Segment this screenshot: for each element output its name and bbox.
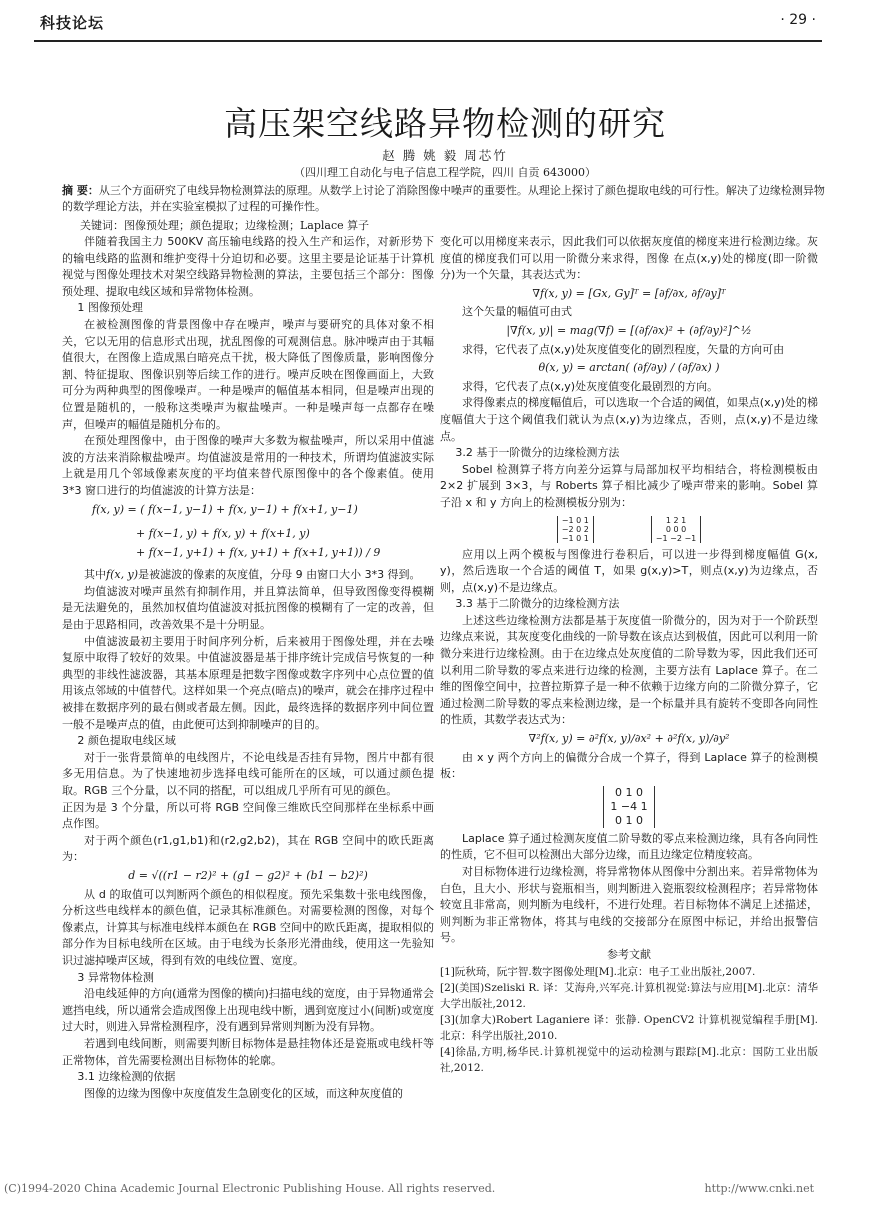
abstract-text: 从三个方面研究了电线异物检测算法的原理。从数学上讨论了消除图像中噪声的重要性。从理论上探讨了颜色提取电线的可行性。解决了边缘检测异物的数学理论方法，并在实验室模拟了过程的可操作性。 bbox=[62, 184, 825, 213]
paragraph: 在被检测图像的背景图像中存在噪声，噪声与要研究的具体对象不相关，它以无用的信息形式出现，扰乱图像的可观测信息。脉冲噪声由于其幅值很大，在图像上造成黑白暗亮点干扰，极大降低了图像质量，影响图像分割、特征提取、图像识别等后续工作的进行。噪声反映在图像画面上，大致可分为两种典型的图像噪声。一种是噪声的幅值基本相同，但是噪声出现的位置是随机的，一般称这类噪声为椒盐噪声。一种是噪声每一点都存在噪声，但噪声的幅值是随机分布的。 bbox=[62, 317, 434, 431]
abstract-label: 摘 要： bbox=[62, 184, 99, 197]
affiliation: （四川理工自动化与电子信息工程学院，四川 自贡 643000） bbox=[294, 166, 596, 179]
paragraph: 对于一张背景简单的电线图片，不论电线是否挂有异物，图片中都有很多无用信息。为了快速地初步选择电线可能所在的区域，可以通过颜色提取。RGB 三个分量，以不同的搭配，可以组成几乎所有可见的颜色。 bbox=[62, 750, 434, 797]
references-title: 参考文献 bbox=[607, 947, 651, 961]
equation-mean-filter-3: + f(x−1, y+1) + f(x, y+1) + f(x+1, y+1)) / 9 bbox=[136, 545, 381, 559]
equation-gradient: ∇f(x, y) = [Gx, Gy]ᵀ = [∂f/∂x, ∂f/∂y]ᵀ bbox=[532, 286, 726, 300]
paragraph: 伴随着我国主力 500KV 高压输电线路的投入生产和运作，对新形势下的输电线路的监测和维护变得十分迫切和必要。这里主要是论证基于计算机视觉与图像处理技术对架空线路异物检测的算法，主要包括三个部分：图像预处理、提取电线区域和异常物体检测。 bbox=[62, 235, 434, 298]
equation-euclidean-distance: d = √((r1 − r2)² + (g1 − g2)² + (b1 − b2)²) bbox=[128, 868, 368, 882]
matrix-row: 1 2 1 bbox=[665, 515, 687, 525]
header-rule bbox=[34, 40, 822, 42]
equation-mean-filter-1: f(x, y) = ( f(x−1, y−1) + f(x, y−1) + f(x+1, y−1) bbox=[92, 502, 358, 516]
paragraph: 由 x y 两个方向上的偏微分合成一个算子，得到 Laplace 算子的检测模板： bbox=[440, 750, 818, 781]
section-heading: 3 异常物体检测 bbox=[77, 970, 154, 984]
paragraph: 图像的边缘为图像中灰度值发生急剧变化的区域，而这种灰度值的 bbox=[84, 1086, 403, 1100]
reference-item: [4]徐晶,方明,杨华民.计算机视觉中的运动检测与跟踪[M].北京：国防工业出版社,2012. bbox=[440, 1045, 818, 1074]
paragraph: 从 d 的取值可以判断两个颜色的相似程度。预先采集数十张电线图像，分析这些电线样本的颜色值，记录其标准颜色。对需要检测的图像，对每个像素点，计算其与标准电线样本颜色在 RGB 空间中的欧氏距离，提取相似的部分作为目标电线所在区域。由于电线为长条形光滑曲线，使用这一先验知识过滤掉噪声区域，得到有效的电线位置、宽度。 bbox=[62, 887, 434, 967]
matrix-row: −1 0 1 bbox=[561, 515, 589, 525]
equation-laplacian: ∇²f(x, y) = ∂²f(x, y)/∂x² + ∂²f(x, y)/∂y² bbox=[528, 732, 730, 746]
matrix-row: 1 −4 1 bbox=[610, 799, 648, 813]
paragraph: 求得，它代表了点(x,y)处灰度值变化最剧烈的方向。 bbox=[462, 379, 719, 393]
paragraph: 这个矢量的幅值可由式 bbox=[462, 305, 572, 319]
paragraph: Sobel 检测算子将方向差分运算与局部加权平均相结合，将检测模板由 2×2 扩展到 3×3，与 Roberts 算子相比减少了噪声带来的影响。Sobel 算子沿 x 和 y 方向上的检测模板分别为： bbox=[440, 462, 818, 509]
section-heading: 3.1 边缘检测的依据 bbox=[77, 1070, 176, 1084]
equation-gradient-direction: θ(x, y) = arctan( (∂f/∂y) / (∂f/∂x) ) bbox=[538, 361, 720, 375]
text-run: 是被滤波的像素的灰度值，分母 9 由窗口大小 3*3 得到。 bbox=[138, 568, 421, 582]
paper-title: 高压架空线路异物检测的研究 bbox=[224, 104, 666, 143]
laplace-template bbox=[440, 786, 818, 828]
section-heading: 3.3 基于二阶微分的边缘检测方法 bbox=[455, 597, 620, 611]
keywords-text: 图像预处理；颜色提取；边缘检测；Laplace 算子 bbox=[124, 219, 370, 232]
journal-name: 科技论坛 bbox=[40, 14, 105, 32]
cnki-link[interactable]: http://www.cnki.net bbox=[704, 1182, 814, 1195]
paragraph: 在预处理图像中，由于图像的噪声大多数为椒盐噪声，所以采用中值滤波的方法来消除椒盐噪声。均值滤波是常用的一种技术，所谓均值滤波实际上就是用几个邻域像素灰度的平均值来替代原图像中的各个像素值。使用 3*3 窗口进行的均值滤波的计算方法是： bbox=[62, 434, 434, 497]
paragraph: 均值滤波对噪声虽然有抑制作用，并且算法简单，但导致图像变得模糊是无法避免的，虽然加权值均值滤波对抵抗图像的模糊有了一定的改善，但是由于思路相同，改善效果不是十分明显。 bbox=[62, 584, 434, 632]
paragraph: 变化可以用梯度来表示，因此我们可以依据灰度值的梯度来进行检测边缘。灰度值的梯度我们可以用一阶微分来求得，图像 在点(x,y)处的梯度(即一阶微分)为一个矢量，其表达式为： bbox=[440, 235, 818, 282]
laplace-matrix bbox=[603, 786, 654, 828]
matrix-row: −1 −2 −1 bbox=[655, 533, 697, 543]
section-heading: 1 图像预处理 bbox=[77, 301, 143, 315]
keywords-label: 关键词： bbox=[80, 219, 124, 232]
paragraph: 中值滤波最初主要用于时间序列分析，后来被用于图像处理，并在去噪复原中取得了较好的效果。中值滤波器是基于排序统计完成信号恢复的一种典型的非线性滤波器，其基本原理是把数字图像或数字序列中心点位置的值用该点邻域的中值替代。这样如果一个亮点(暗点)的噪声，就会在排序过程中被排在数据序列的最右侧或者最左侧。因此，最终选择的数据序列中间位置一般不是噪声点的值，由此便可达到抑制噪声的目的。 bbox=[62, 634, 434, 731]
paragraph: 上述这些边缘检测方法都是基于灰度值一阶微分的，因为对于一个阶跃型边缘点来说，其灰度变化曲线的一阶导数在该点达到极值，因此可以利用一阶微分来进行边缘检测。由于在边缘点处灰度值的二阶导数为零，因此我们还可以利用二阶导数的零点来进行边缘的检测，主要方法有 Laplace 算子。在二维的图像空间中，拉普拉斯算子是一种不依赖于边缘方向的二阶微分算子，它通过检测二阶导数的零点来检测边缘，是一个标量并具有旋转不变即各向同性的性质，其数学表达式为： bbox=[440, 613, 818, 727]
paragraph: 对目标物体进行边缘检测，将异常物体从图像中分割出来。若异常物体为白色，且大小、形状与瓷瓶相当，则判断进入瓷瓶裂纹检测程序；若异常物体较宽且非常高，则判断为电线杆，不进行处理。若目标物体不满足上述描述，则判断为非正常物体，将其与电线的交接部分在原图中标记，并给出报警信号。 bbox=[440, 865, 818, 945]
paragraph: 求得，它代表了点(x,y)处灰度值变化的剧烈程度，矢量的方向可由 bbox=[462, 342, 785, 356]
matrix-row: 0 0 0 bbox=[665, 524, 687, 534]
abstract bbox=[62, 183, 832, 215]
matrix-row: 0 1 0 bbox=[615, 785, 643, 799]
paragraph: 对于两个颜色(r1,g1,b1)和(r2,g2,b2)，其在 RGB 空间中的欧氏距离为： bbox=[62, 833, 434, 864]
text-run: 其中 bbox=[84, 568, 106, 582]
reference-item: [1]阮秋琦，阮宇智.数字图像处理[M].北京：电子工业出版社,2007. bbox=[440, 965, 756, 978]
page-number: · 29 · bbox=[780, 12, 816, 28]
sobel-y-matrix bbox=[651, 516, 701, 543]
left-column bbox=[62, 234, 434, 1102]
copyright-text: (C)1994-2020 China Academic Journal Electronic Publishing House. All rights reserved. bbox=[4, 1182, 496, 1195]
paragraph: 正因为是 3 个分量，所以可将 RGB 空间像三维欧氏空间那样在坐标系中画点作图。 bbox=[62, 800, 434, 831]
keywords bbox=[80, 217, 830, 233]
right-column bbox=[440, 234, 818, 1076]
matrix-row: −2 0 2 bbox=[561, 524, 589, 534]
paragraph: 沿电线延伸的方向(通常为图像的横向)扫描电线的宽度，由于异物通常会遮挡电线，所以通常会造成图像上出现电线中断，遇到宽度过小(间断)或宽度过大时，则进入异常检测程序，没有遇到异常则判断为没有异物。 bbox=[62, 987, 434, 1034]
paragraph: 若遇到电线间断，则需要判断目标物体是悬挂物体还是瓷瓶或电线杆等正常物体，首先需要检测出目标物体的轮廓。 bbox=[62, 1036, 434, 1067]
reference-item: [3](加拿大)Robert Laganiere 译：张静. OpenCV2 计算机视觉编程手册[M].北京：科学出版社,2010. bbox=[440, 1013, 818, 1042]
paragraph bbox=[62, 567, 434, 584]
reference-item: [2](美国)Szeliski R. 译：艾海舟,兴军亮.计算机视觉:算法与应用[M].北京：清华大学出版社,2012. bbox=[440, 981, 818, 1010]
paragraph: 求得像素点的梯度幅值后，可以选取一个合适的阈值，如果点(x,y)处的梯度幅值大于这个阈值我们就认为点(x,y)为边缘点，否则，点(x,y)不是边缘点。 bbox=[440, 396, 818, 443]
sobel-templates bbox=[440, 516, 818, 543]
authors: 赵 腾 姚 毅 周芯竹 bbox=[382, 148, 508, 163]
section-heading: 2 颜色提取电线区域 bbox=[77, 734, 176, 748]
equation-mean-filter-2: + f(x−1, y) + f(x, y) + f(x+1, y) bbox=[136, 527, 310, 541]
section-heading: 3.2 基于一阶微分的边缘检测方法 bbox=[455, 446, 620, 460]
matrix-row: 0 1 0 bbox=[615, 813, 643, 827]
paragraph: 应用以上两个模板与图像进行卷积后，可以进一步得到梯度幅值 G(x, y)，然后选取一个合适的阈值 T，如果 g(x,y)>T，则点(x,y)为边缘点，否则，点(x,y)不是边缘点。 bbox=[440, 547, 818, 594]
paragraph: Laplace 算子通过检测灰度值二阶导数的零点来检测边缘，具有各向同性的性质，它不但可以检测出大部分边缘，而且边缘定位精度较高。 bbox=[440, 831, 818, 862]
symbol: f(x, y) bbox=[106, 568, 139, 582]
matrix-row: −1 0 1 bbox=[561, 533, 589, 543]
equation-gradient-magnitude: |∇f(x, y)| = mag(∇f) = [(∂f/∂x)² + (∂f/∂y)²]^½ bbox=[506, 323, 752, 337]
sobel-x-matrix bbox=[557, 516, 594, 543]
